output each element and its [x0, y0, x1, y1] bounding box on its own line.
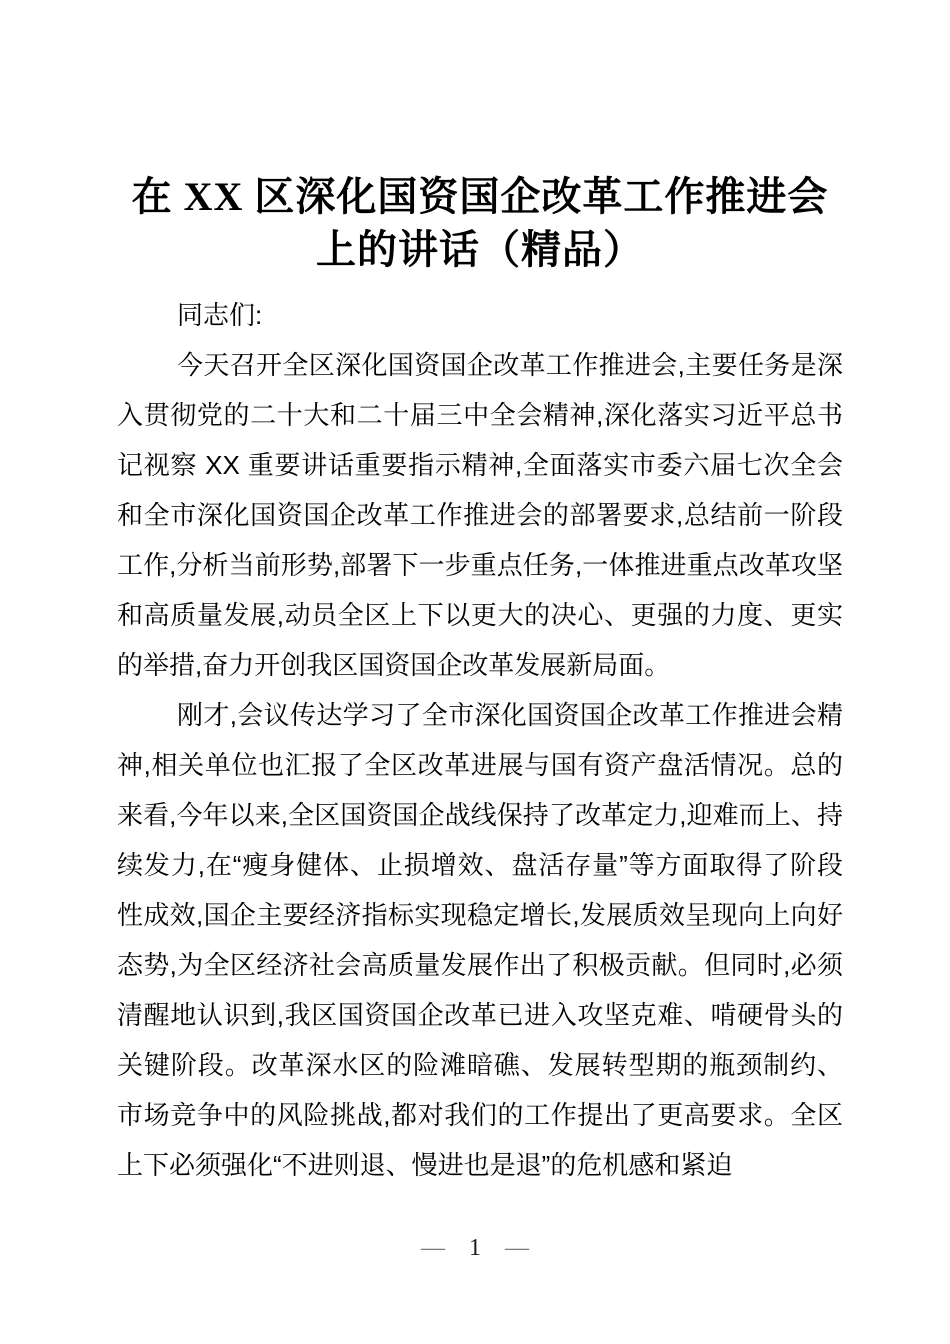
greeting-line: 同志们:: [177, 300, 263, 330]
paragraph-1: 今天召开全区深化国资国企改革工作推进会,主要任务是深入贯彻党的二十大和二十届三中全会精神,深化落实习近平总书记视察 XX 重要讲话重要指示精神,全面落实市委六届七次全会和全市深化国资国企改革工作推进会的部署要求,总结前一阶段工作,分析当前形势,部署下一步重点任务,一体推进重点改革攻坚和高质量发展,动员全区上下以更大的决心、更强的力度、更实的举措,奋力开创我区国资国企改革发展新局面。: [117, 350, 843, 680]
title-line-2: 上的讲话（精品）: [316, 227, 644, 272]
page-number: 1: [469, 1235, 481, 1261]
paragraph-2: 刚才,会议传达学习了全市深化国资国企改革工作推进会精神,相关单位也汇报了全区改革进展与国有资产盘活情况。总的来看,今年以来,全区国资国企战线保持了改革定力,迎难而上、持续发力,在“瘦身健体、止损增效、盘活存量”等方面取得了阶段性成效,国企主要经济指标实现稳定增长,发展质效呈现向上向好态势,为全区经济社会高质量发展作出了积极贡献。但同时,必须清醒地认识到,我区国资国企改革已进入攻坚克难、啃硬骨头的关键阶段。改革深水区的险滩暗礁、发展转型期的瓶颈制约、市场竞争中的风险挑战,都对我们的工作提出了更高要求。全区上下必须强化“不进则退、慢进也是退”的危机感和紧迫: [117, 700, 843, 1180]
document-title: [0, 0, 950, 276]
title-line-1: 在 XX 区深化国资国企改革工作推进会: [131, 174, 829, 219]
document-body: [117, 290, 843, 1190]
footer-dash-left: —: [421, 1235, 445, 1261]
page-footer: [0, 1233, 950, 1263]
footer-dash-right: —: [505, 1235, 529, 1261]
